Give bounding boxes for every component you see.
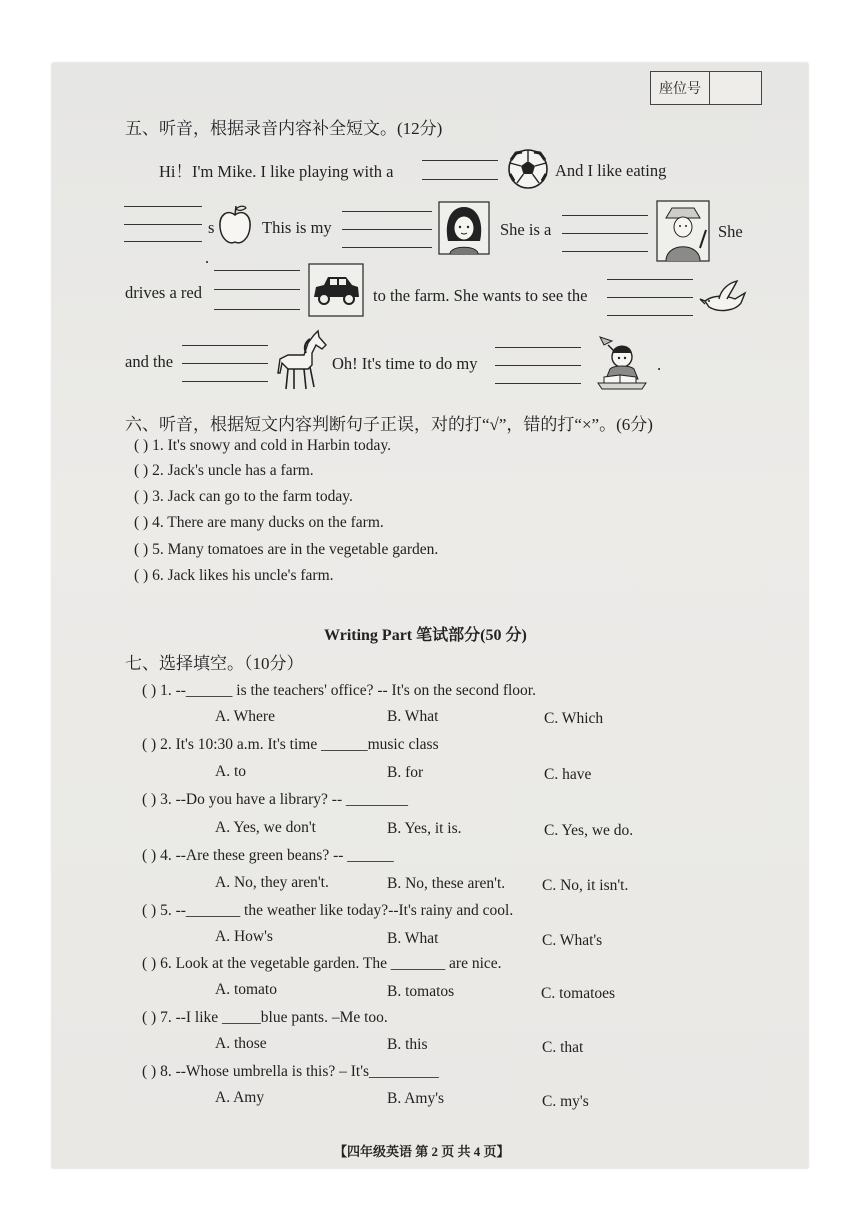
section7-title: 七、选择填空。（10分） [125, 654, 304, 673]
passage-line4-dot: . [657, 355, 662, 374]
blank-2d[interactable] [342, 211, 432, 212]
passage-line2-c: She [718, 222, 743, 241]
judge-item-4: ( ) 4. There are many ducks on the farm. [134, 514, 384, 531]
exam-page [52, 63, 808, 1168]
blank-2h[interactable] [562, 233, 648, 234]
passage-line1-b: And I like eating [555, 161, 667, 180]
choice-question-7: ( ) 7. --I like _____blue pants. –Me too. [142, 1009, 388, 1026]
q8-option-b: B. Amy's [387, 1090, 445, 1107]
choice-question-5: ( ) 5. --_______ the weather like today?--It's rainy and cool. [142, 902, 514, 919]
blank-3c[interactable] [214, 309, 300, 310]
bird-icon [699, 275, 751, 321]
blank-3e[interactable] [607, 297, 693, 298]
q4-option-a: A. No, they aren't. [215, 874, 329, 891]
passage-line4-a: and the [125, 352, 174, 371]
q5-option-b: B. What [387, 930, 439, 947]
blank-1a[interactable] [422, 160, 498, 161]
q2-option-b: B. for [387, 764, 424, 781]
blank-2a[interactable] [124, 206, 202, 207]
q8-option-a: A. Amy [215, 1089, 265, 1106]
blank-4e[interactable] [495, 365, 581, 366]
judge-item-3: ( ) 3. Jack can go to the farm today. [134, 488, 353, 505]
passage-line3-a: drives a red [125, 283, 202, 302]
blank-3b[interactable] [214, 289, 300, 290]
blank-4d[interactable] [495, 347, 581, 348]
choice-question-3: ( ) 3. --Do you have a library? -- ________ [142, 791, 408, 808]
q1-option-a: A. Where [215, 708, 275, 725]
q4-option-c: C. No, it isn't. [542, 877, 629, 894]
q5-option-a: A. How's [215, 928, 273, 945]
blank-4c[interactable] [182, 381, 268, 382]
passage-line2-a: This is my [262, 218, 332, 237]
q3-option-c: C. Yes, we do. [544, 822, 634, 839]
judge-item-2: ( ) 2. Jack's uncle has a farm. [134, 462, 314, 479]
q6-option-a: A. tomato [215, 981, 277, 998]
judge-item-5: ( ) 5. Many tomatoes are in the vegetable garden. [134, 541, 439, 558]
passage-line2-b: She is a [500, 220, 552, 239]
choice-question-6: ( ) 6. Look at the vegetable garden. The _______ are nice. [142, 955, 502, 972]
passage-line1-a: Hi！I'm Mike. I like playing with a [159, 162, 394, 181]
passage-line3-b: to the farm. She wants to see the [373, 286, 588, 305]
blank-3f[interactable] [607, 315, 693, 316]
blank-2c[interactable] [124, 241, 202, 242]
q5-option-c: C. What's [542, 932, 603, 949]
q1-option-c: C. Which [544, 710, 604, 727]
blank-2f[interactable] [342, 247, 432, 248]
seat-number-box [650, 71, 762, 105]
choice-question-1: ( ) 1. --______ is the teachers' office? -- It's on the second floor. [142, 682, 536, 699]
girl-portrait-icon [438, 201, 490, 255]
blank-3d[interactable] [607, 279, 693, 280]
q2-option-c: C. have [544, 766, 592, 783]
horse-icon [274, 329, 330, 393]
apple-icon [217, 203, 253, 247]
q2-option-a: A. to [215, 763, 246, 780]
section5-title: 五、听音，根据录音内容补全短文。(12分) [125, 119, 443, 138]
q6-option-c: C. tomatoes [541, 985, 616, 1002]
soccer-ball-icon [507, 148, 549, 190]
blank-3a[interactable] [214, 270, 300, 271]
blank-4a[interactable] [182, 345, 268, 346]
passage-line4-b: Oh! It's time to do my [332, 354, 478, 373]
blank-2b[interactable] [124, 224, 202, 225]
page-footer: 【四年级英语 第 2 页 共 4 页】 [334, 1144, 510, 1159]
q7-option-c: C. that [542, 1039, 584, 1056]
blank-4b[interactable] [182, 363, 268, 364]
farmer-portrait-icon [656, 200, 710, 262]
blank-2g[interactable] [562, 215, 648, 216]
choice-question-2: ( ) 2. It's 10:30 a.m. It's time ______music class [142, 736, 439, 753]
q1-option-b: B. What [387, 708, 439, 725]
writing-part-title: Writing Part 笔试部分(50 分) [324, 627, 527, 644]
judge-item-1: ( ) 1. It's snowy and cold in Harbin today. [134, 437, 392, 454]
q7-option-b: B. this [387, 1036, 428, 1053]
passage-line2-s: s [208, 218, 215, 237]
passage-line3-dot: . [205, 248, 210, 267]
q3-option-b: B. Yes, it is. [387, 820, 462, 837]
q6-option-b: B. tomatos [387, 983, 455, 1000]
blank-4f[interactable] [495, 383, 581, 384]
q4-option-b: B. No, these aren't. [387, 875, 506, 892]
blank-1b[interactable] [422, 179, 498, 180]
car-icon [308, 263, 364, 317]
q7-option-a: A. those [215, 1035, 267, 1052]
q8-option-c: C. my's [542, 1093, 589, 1110]
judge-item-6: ( ) 6. Jack likes his uncle's farm. [134, 567, 334, 584]
seat-number-label: 座位号 [651, 72, 710, 104]
choice-question-8: ( ) 8. --Whose umbrella is this? – It's_________ [142, 1063, 439, 1080]
seat-number-field[interactable] [710, 72, 761, 104]
choice-question-4: ( ) 4. --Are these green beans? -- ______ [142, 847, 394, 864]
blank-2i[interactable] [562, 251, 648, 252]
q3-option-a: A. Yes, we don't [215, 819, 316, 836]
section6-title: 六、听音，根据短文内容判断句子正误，对的打“√”，错的打“×”。(6分) [125, 415, 653, 434]
blank-2e[interactable] [342, 229, 432, 230]
boy-doing-homework-icon [590, 331, 652, 393]
